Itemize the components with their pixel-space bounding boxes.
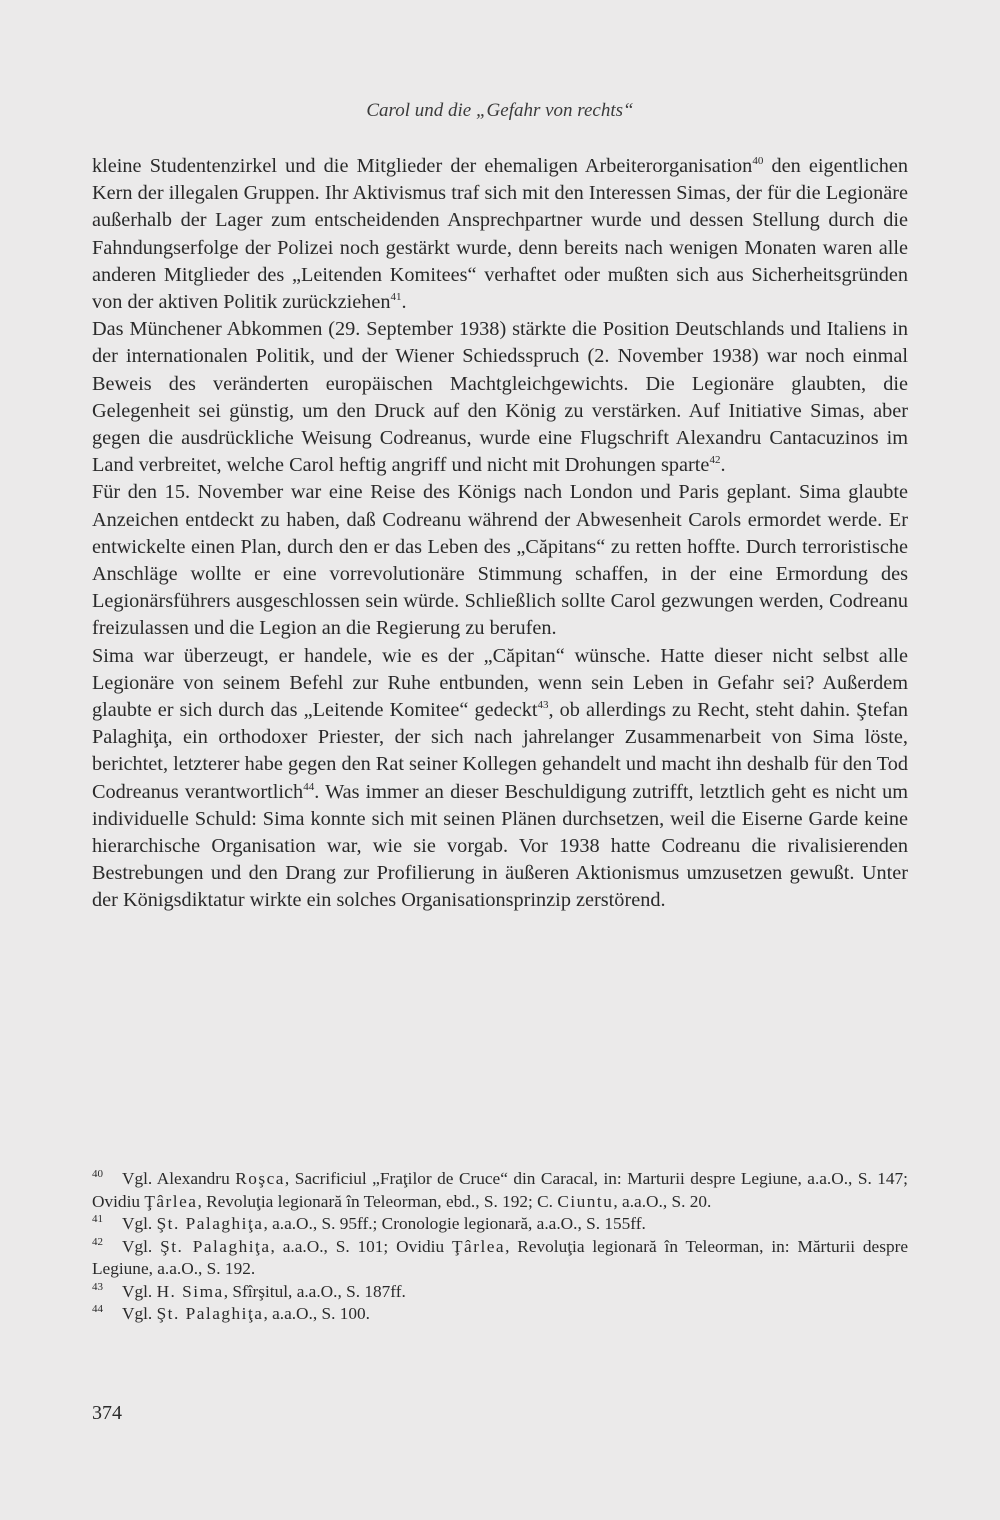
- text-run: Vgl.: [122, 1214, 157, 1233]
- author-name: Ţârlea: [144, 1191, 198, 1211]
- footnote: 40 Vgl. Alexandru Roşca, Sacrificiul „Fraţilor de Cruce“ din Caracal, in: Marturii despre Legiune, a.a.O., S. 147; Ovidiu Ţârlea, Revoluţia legionară în Teleorman, ebd., S. 192; C. Ciuntu, a.a.O., S. 20.: [92, 1168, 908, 1211]
- text-run: .: [401, 291, 407, 314]
- text-run: kleine Studentenzirkel und die Mitglieder der ehemaligen Arbeiterorganisation: [92, 155, 753, 177]
- paragraph: [92, 316, 908, 479]
- text-run: , a.a.O., S. 20.: [613, 1191, 712, 1211]
- text-run: , Sacrificiul „Fraţilor de Cruce“ din Caracal, in: Marturii despre Legiune, a.a.O., S. 147; Ovidiu: [92, 1169, 908, 1211]
- footnote: 44 Vgl. Şt. Palaghiţa, a.a.O., S. 100.: [92, 1303, 370, 1323]
- footnote-ref: 43: [537, 699, 549, 712]
- footnote-ref: 44: [303, 780, 315, 793]
- paragraph: [92, 479, 908, 642]
- main-text: [92, 153, 908, 915]
- text-run: Für den 15. November war eine Reise des Königs nach London und Paris geplant. Sima glaubte Anzeichen entdeckt zu haben, daß Codreanu während der Abwesenheit Carols ermordet werde. Er entwickelte einen Plan, durch den er das Leben des „Căpitans“ zu retten hoffte. Durch terroristische Anschläge wollte er eine vorrevolutionäre Stimmung schaffen, in der eine Ermordung des Legionärsführers ausgeschlossen sein würde. Schließlich sollte Carol gezwungen werden, Codreanu freizulassen und die Legion an die Regierung zu berufen.: [92, 481, 908, 640]
- footnote: 42 Vgl. Şt. Palaghiţa, a.a.O., S. 101; Ovidiu Ţârlea, Revoluţia legionară în Teleorman, in: Mărturii despre Legiune, a.a.O., S. 192.: [92, 1235, 909, 1278]
- footnote: 43 Vgl. H. Sima, Sfîrşitul, a.a.O., S. 187ff.: [92, 1280, 406, 1301]
- footnote-ref: 41: [390, 291, 402, 304]
- text-run: , ob allerdings zu Recht, steht dahin. Ştefan Palaghiţa, ein orthodoxer Priester, der sich nach jahrelanger Zusammenarbeit von Sima löste, berichtet, letzterer habe gegen den Rat seiner Kollegen gehandelt und macht ihn deshalb für den Tod Codreanus verantwortlich: [92, 699, 908, 803]
- text-run: , a.a.O., S. 101; Ovidiu: [270, 1236, 452, 1256]
- author-name: Şt. Palaghiţa: [160, 1236, 271, 1256]
- page-number: 374: [92, 1402, 122, 1424]
- running-head: Carol und die „Gefahr von rechts“: [366, 100, 634, 121]
- text-run: Vgl. Alexandru: [122, 1169, 236, 1188]
- footnote-ref: 40: [752, 155, 764, 168]
- text-run: .: [720, 454, 726, 477]
- text-run: Das Münchener Abkommen (29. September 1938) stärkte die Position Deutschlands und Italiens in der internationalen Politik, und der Wiener Schiedsspruch (2. November 1938) war noch einmal Beweis des veränderten europäischen Machtgleichgewichts. Die Legionäre glaubten, die Gelegenheit sei günstig, um den Druck auf den König zu verstärken. Auf Initiative Simas, aber gegen die ausdrückliche Weisung Codreanus, wurde eine Flugschrift Alexandru Cantacuzinos im Land verbreitet, welche Carol heftig angriff und nicht mit Drohungen sparte: [92, 318, 908, 477]
- text-run: , a.a.O., S. 100.: [263, 1304, 370, 1323]
- author-name: Şt. Palaghiţa: [156, 1214, 264, 1233]
- footnote: 41 Vgl. Şt. Palaghiţa, a.a.O., S. 95ff.; Cronologie legionară, a.a.O., S. 155ff.: [92, 1213, 646, 1233]
- text-run: Sima war überzeugt, er handele, wie es der „Căpitan“ wünsche. Hatte dieser nicht selbst alle Legionäre von seinem Befehl zur Ruhe entbunden, wenn sein Leben in Gefahr sei? Außerdem glaubte er sich durch das „Leitende Komitee“ gedeckt: [92, 644, 908, 722]
- footnotes: [92, 1168, 908, 1326]
- text-run: , Revoluţia legionară în Teleorman, ebd., S. 192; C.: [197, 1191, 558, 1211]
- text-run: , Revoluţia legionară în Teleorman, in: Mărturii despre Legiune, a.a.O., S. 192.: [92, 1236, 909, 1278]
- text-run: den eigentlichen Kern der illegalen Gruppen. Ihr Aktivismus traf sich mit den Interessen Simas, der für die Legionäre außerhalb der Lager zum entscheidenden Ansprechpartner wurde und dessen Stellung durch die Fahndungserfolge der Polizei noch gestärkt wurde, denn bereits nach wenigen Monaten waren alle anderen Mitglieder des „Leitenden Komitees“ verhaftet oder mußten sich aus Sicherheitsgründen von der aktiven Politik zurückziehen: [92, 155, 908, 314]
- text-run: Vgl.: [122, 1304, 157, 1323]
- author-name: Şt. Palaghiţa: [156, 1304, 264, 1323]
- paragraph: [92, 153, 908, 316]
- author-name: Roşca: [235, 1169, 285, 1188]
- text-run: . Was immer an dieser Beschuldigung zutrifft, letztlich geht es nicht um individuelle Schuld: Sima konnte sich mit seinen Plänen durchsetzen, weil die Eiserne Garde keine hierarchische Organisation war, wie sie vorgab. Vor 1938 hatte Codreanu die rivalisierenden Bestrebungen und den Drang zur Profilierung in äußeren Aktionismus umzusetzen gewußt. Unter der Königsdiktatur wirkte ein solches Organisationsprinzip zerstörend.: [92, 780, 908, 912]
- author-name: Ciuntu: [557, 1191, 614, 1211]
- text-run: , a.a.O., S. 95ff.; Cronologie legionară, a.a.O., S. 155ff.: [263, 1214, 646, 1233]
- footnote-ref: 42: [709, 454, 721, 467]
- text-run: Vgl.: [122, 1236, 161, 1256]
- text-run: Vgl.: [122, 1281, 157, 1301]
- author-name: H. Sima: [156, 1281, 224, 1301]
- author-name: Ţârlea: [451, 1236, 506, 1256]
- text-run: , Sfîrşitul, a.a.O., S. 187ff.: [223, 1281, 406, 1301]
- paragraph: [92, 643, 908, 915]
